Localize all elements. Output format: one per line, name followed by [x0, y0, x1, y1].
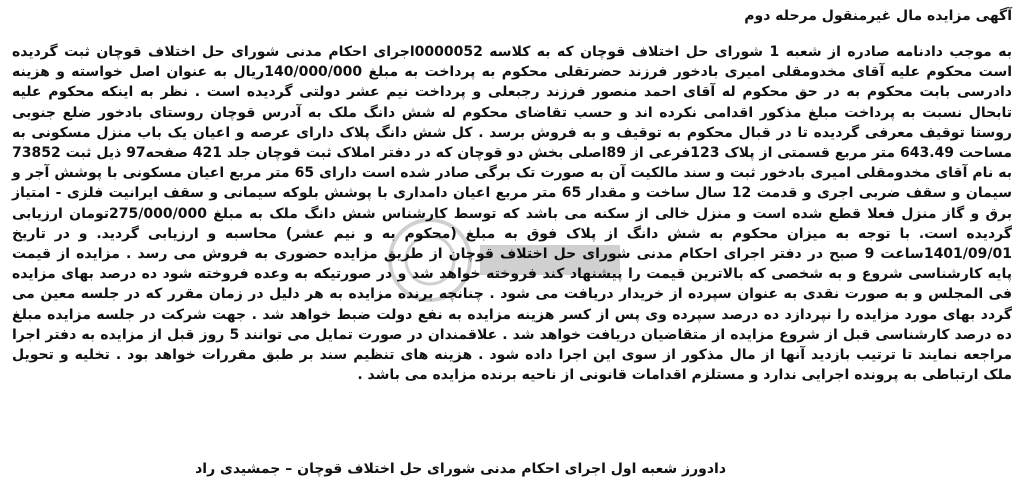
signature-line: دادورز شعبه اول اجرای احکام مدنی شورای حل اختلاف قوچان – جمشیدی راد — [195, 461, 726, 477]
notice-paragraph: به موجب دادنامه صادره از شعبه 1 شورای حل اختلاف قوچان که به کلاسه 0000052اجرای احکام مدنی شورای حل اختلاف قوچان ثبت گردیده است محکوم علیه آقای مخدومقلی امیری بادخور فرزند حضرتقلی محکوم به پرداخت به مبلغ 140/000/000ریال به عنوان اصل خواسته و هزینه دادرسی بابت محکوم به در حق محکوم له آقای احمد منصور فرزند رجبعلی و پرداخت نیم عشر دولتی گردیده است . نظر به اینکه محکوم علیه تابحال نسبت به پرداخت مبلغ مذکور اقدامی نکرده اند و حسب تقاضای محکوم له شش دانگ ملک به آدرس قوچان روستای بادخور ضلع جنوبی روستا توقیف معرفی گردیده تا در قبال محکوم به توقیف و به فروش برسد . کل شش دانگ پلاک دارای عرصه و اعیان یک باب منزل مسکونی به مساحت 643.49 متر مربع قسمتی از پلاک 123فرعی از 89اصلی بخش دو قوچان که در دفتر املاک ثبت قوچان جلد 421 صفحه97 ذیل ثبت 73852 به نام آقای مخدومقلی امیری بادخور ثبت و سند مالکیت آن به صورت تک برگی صادر شده است دارای 65 متر مربع اعیان مسکونی با پوشش آجر و سیمان و سقف ضربی اجری و قدمت 12 سال ساخت و مقدار 65 متر مربع اعیان دامداری با پوشش بلوکه سیمانی و سقف ایرانیت فلزی - امتیاز برق و گاز منزل فعلا قطع شده است و منزل خالی از سکنه می باشد که توسط کارشناس شش دانگ ملک به مبلغ 275/000/000تومان ارزیابی گردیده است. با توجه به میزان محکوم به شش دانگ از پلاک فوق به مبلغ (محکوم به و نیم عشر) محاسبه و ارزیابی گردید. و در تاریخ 1401/09/01ساعت 9 صبح در دفتر اجرای احکام مدنی شورای حل اختلاف قوچان از طریق مزایده حضوری به فروش می رسد . مزایده از قیمت پایه کارشناسی شروع و به شخصی که بالاترین قیمت را پیشنهاد کند فروخته خواهد شد و در صورتیکه به وعده فروخته شود ده درصد بهای مزایده فی المجلس و به صورت نقدی به عنوان سپرده از خریدار دریافت می شود . چنانچه برنده مزایده به هر دلیل در زمان مقرر که در جلسه معین می گردد بهای مورد مزایده را نپردازد ده درصد سپرده وی پس از کسر هزینه مزایده به نفع دولت ضبط خواهد شد . جهت شرکت در جلسه مزایده مبلغ ده درصد کارشناسی قبل از شروع مزایده از متقاضیان دریافت خواهد شد . علاقمندان در صورت تمایل می توانند 5 روز قبل از مزایده به دفتر اجرا مراجعه نمایند تا ترتیب بازدید آنها از مال مذکور از سوی این اجرا داده شود . هزینه های تنظیم سند بر طبق مقررات خواهد بود . تخلیه و تحویل ملک ارتباطی به پرونده اجرایی ندارد و مستلزم اقدامات قانونی از ناحیه برنده مزایده می باشد . — [12, 44, 1013, 384]
notice-body — [12, 42, 1012, 385]
notice-title: آگهی مزایده مال غیرمنقول مرحله دوم — [744, 8, 1012, 24]
